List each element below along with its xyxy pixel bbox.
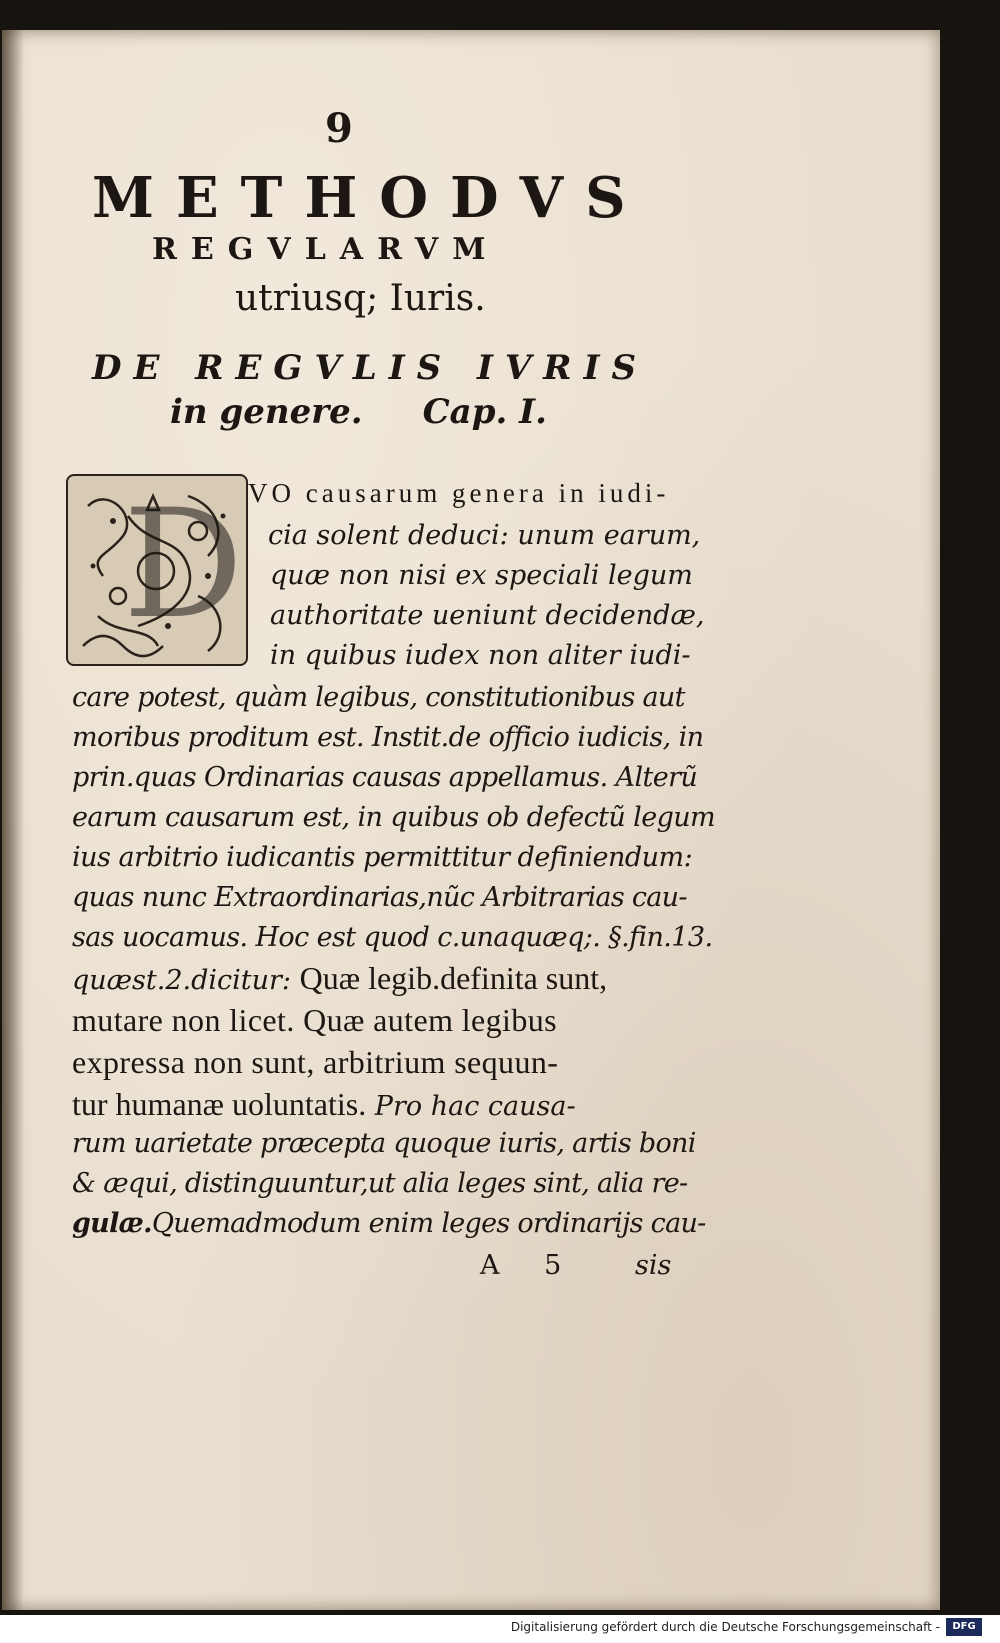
title-regularum: REGVLARVM <box>152 232 500 267</box>
title-utriusque-iuris: utriusq; Iuris. <box>235 278 486 319</box>
body-line: quæ non nisi ex speciali legum <box>270 560 693 591</box>
body-line: gulæ.Quemadmodum enim leges ordinarijs cau- <box>72 1208 706 1239</box>
body-line: in quibus iudex non aliter iudi- <box>270 640 691 671</box>
body-line: quas nunc Extraordinarias,nũc Arbitrarias cau- <box>72 882 687 913</box>
body-line: moribus proditum est. Instit.de officio iudicis, in <box>72 722 704 753</box>
body-line: & æqui, distinguuntur,ut alia leges sint, alia re- <box>72 1168 688 1199</box>
signature-mark: 9 <box>325 105 353 152</box>
subheading-in-genere: in genere. <box>170 392 363 432</box>
body-line: authoritate ueniunt decidendæ, <box>270 600 705 631</box>
body-line: rum uarietate præcepta quoque iuris, artis boni <box>72 1128 696 1159</box>
body-line: sas uocamus. Hoc est quod c.unaquæq;. §.fin.13. <box>72 922 713 953</box>
spine-shadow <box>2 30 24 1610</box>
body-line: quæst.2.dicitur: Quæ legib.definita sunt, <box>72 960 608 996</box>
digitization-credit: Digitalisierung gefördert durch die Deutsche Forschungsgemeinschaft - <box>510 1620 940 1634</box>
body-line: earum causarum est, in quibus ob defectũ legum <box>72 802 716 833</box>
chapter-heading: DE REGVLIS IVRIS <box>92 348 649 388</box>
body-line: cia solent deduci: unum earum, <box>268 520 701 551</box>
dfg-logo: DFG <box>946 1618 982 1636</box>
body-line: VO causarum genera in iudi- <box>248 478 670 508</box>
chapter-subheading <box>170 392 547 432</box>
body-line: care potest, quàm legibus, constitutionibus aut <box>72 682 685 713</box>
signature-footer: A 5 <box>480 1250 580 1281</box>
body-line: ius arbitrio iudicantis permittitur definiendum: <box>72 842 693 873</box>
drop-initial-letter: D <box>123 478 244 652</box>
body-line: tur humanæ uoluntatis. Pro hac causa- <box>72 1086 576 1122</box>
decorated-initial <box>66 474 248 666</box>
body-line: prin.quas Ordinarias causas appellamus. Alterũ <box>72 762 698 793</box>
chapter-number: Cap. I. <box>422 392 547 432</box>
body-line: expressa non sunt, arbitrium sequun- <box>72 1044 559 1080</box>
body-line: mutare non licet. Quæ autem legibus <box>72 1002 557 1038</box>
catchword: sis <box>635 1250 672 1281</box>
title-methodus: METHODVS <box>92 165 648 231</box>
